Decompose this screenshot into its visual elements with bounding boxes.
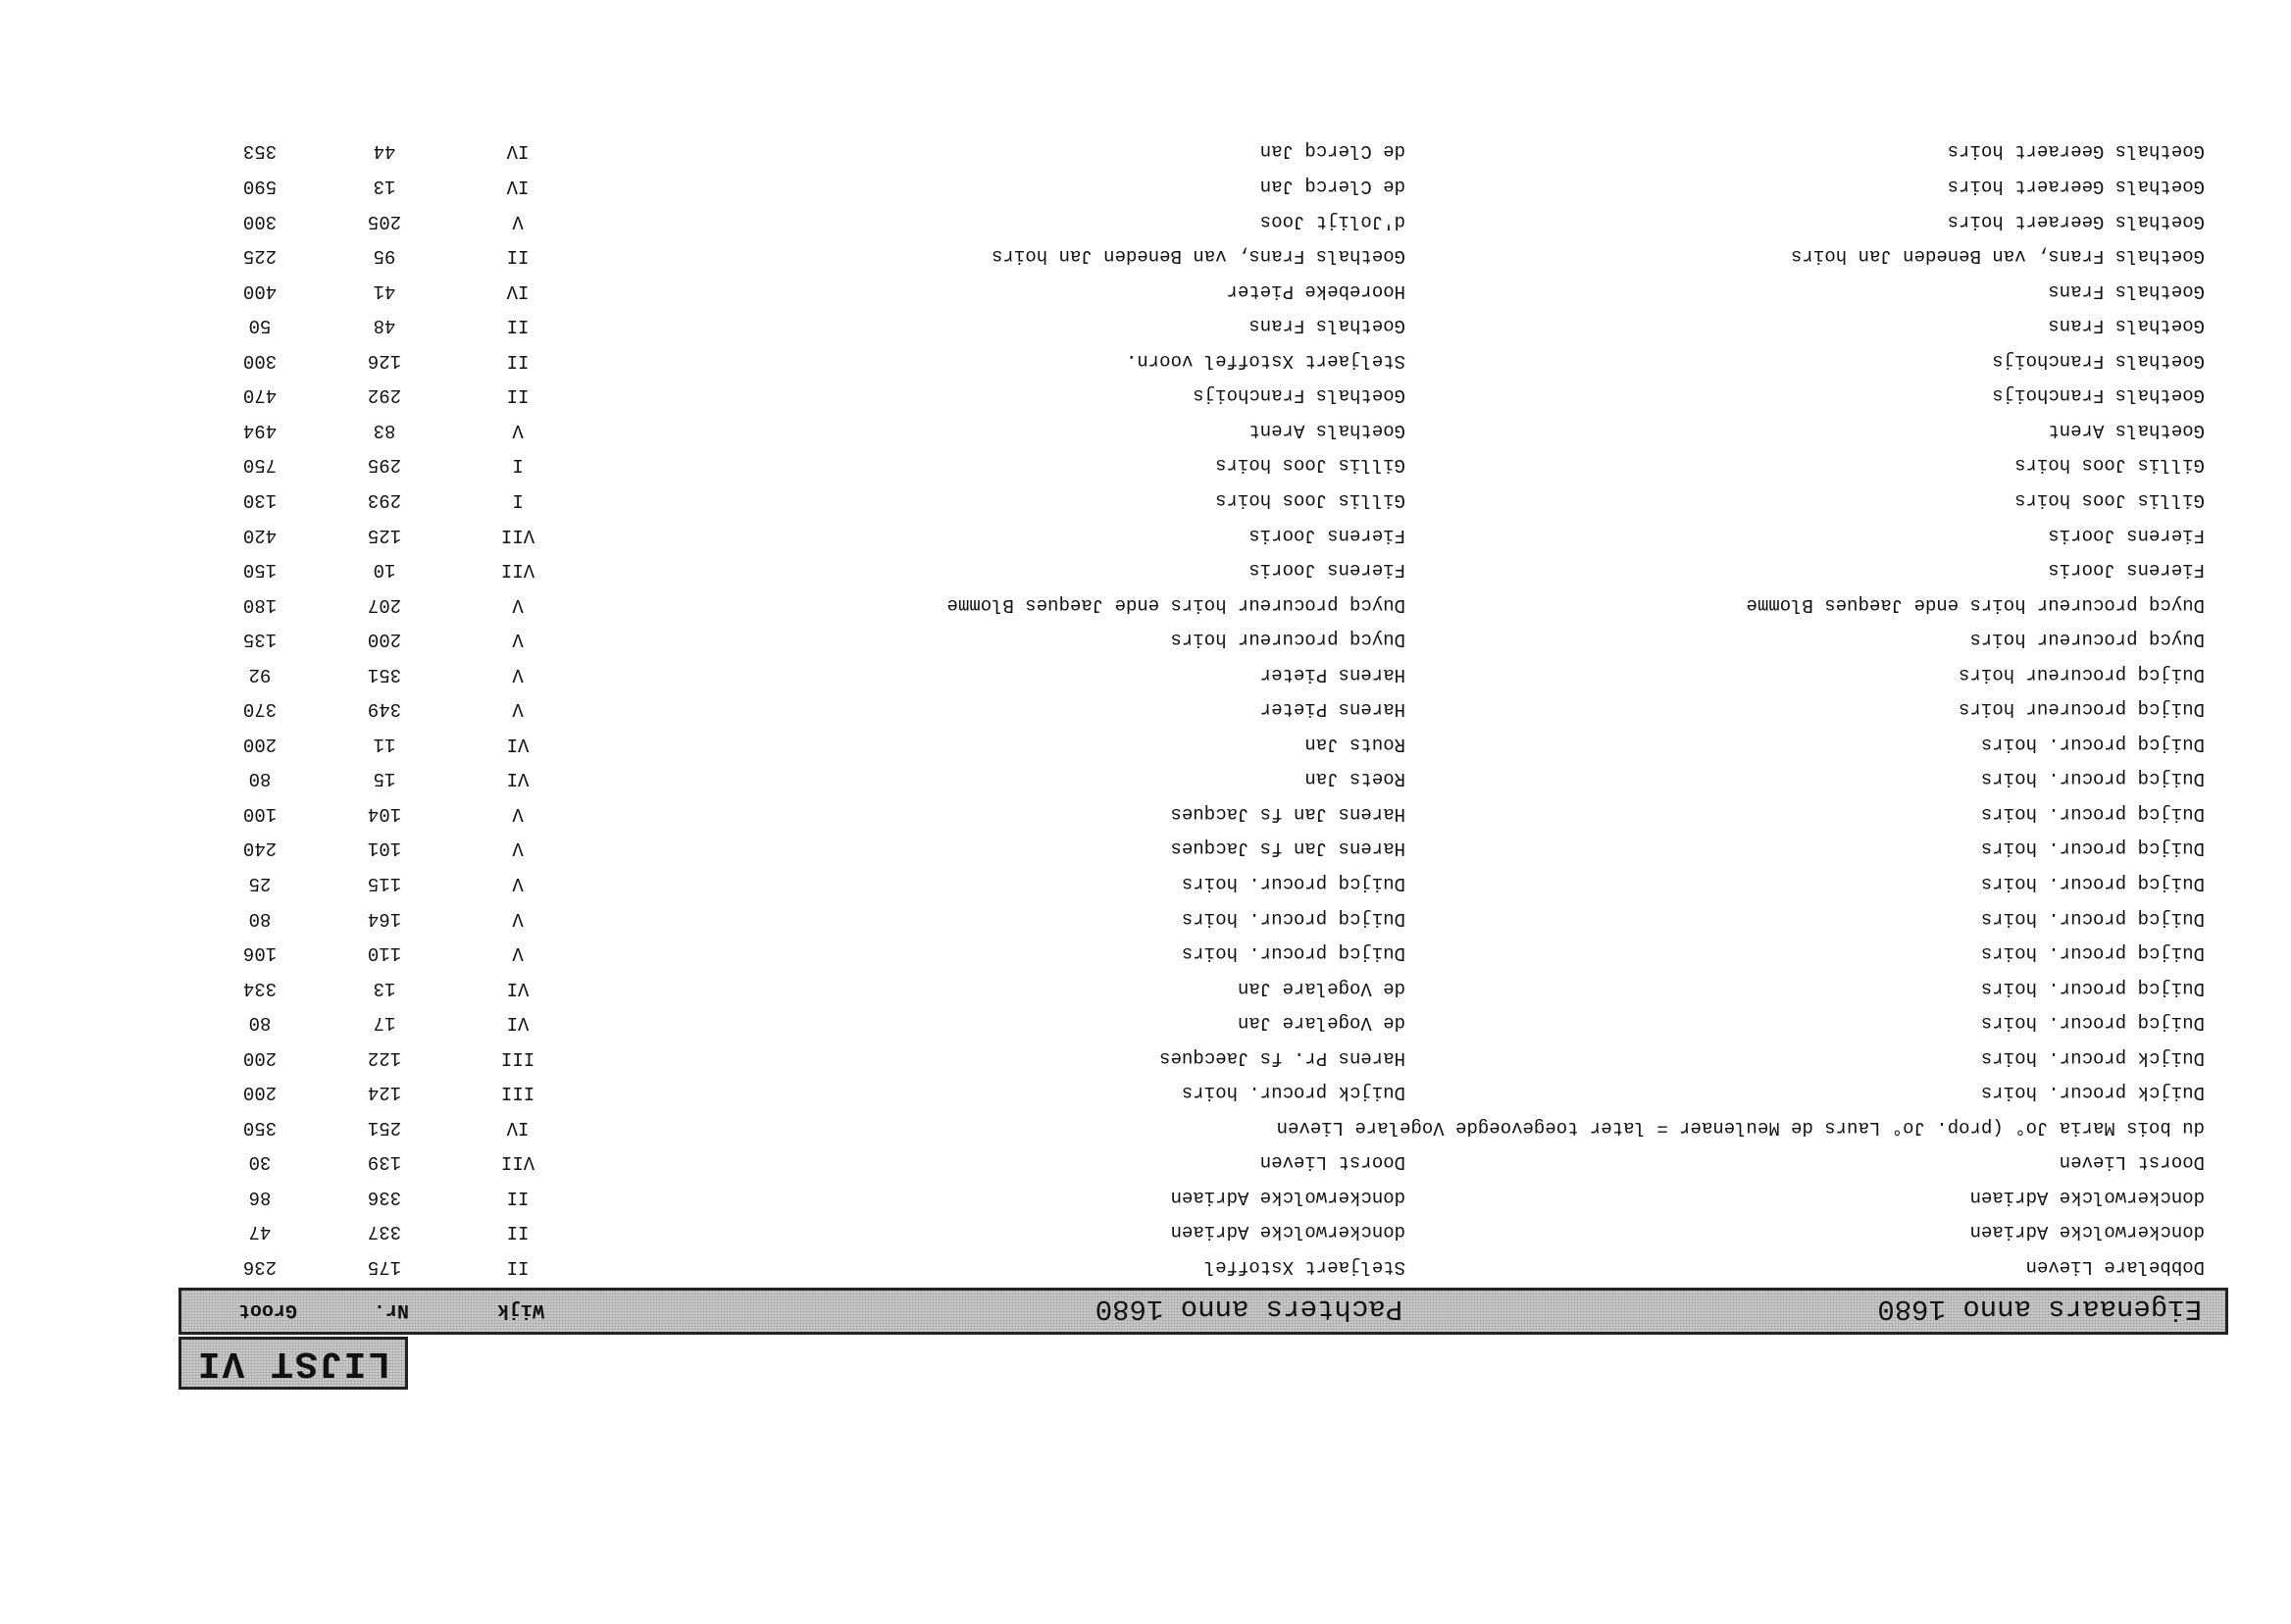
cell-wijk: II bbox=[506, 384, 530, 407]
cell-wijk: IV bbox=[506, 1116, 530, 1139]
cell-wijk: VI bbox=[506, 977, 530, 999]
table-row bbox=[178, 238, 2228, 274]
cell-groot: 80 bbox=[248, 768, 272, 790]
cell-tenant: Harens Pieter bbox=[1259, 698, 1405, 721]
cell-wijk: V bbox=[512, 210, 524, 232]
cell-nr: 207 bbox=[367, 593, 402, 616]
cell-nr: 17 bbox=[373, 1012, 396, 1035]
cell-tenant: Harens Jan fs Jacques bbox=[1170, 802, 1405, 825]
table-header bbox=[178, 1288, 2228, 1335]
cell-groot: 150 bbox=[242, 559, 278, 582]
cell-tenant: Harens Jan fs Jacques bbox=[1170, 837, 1405, 860]
header-eigenaars: Eigenaars anno 1680 bbox=[1877, 1293, 2202, 1325]
table-row bbox=[178, 203, 2228, 238]
table-row bbox=[178, 1040, 2228, 1075]
cell-groot: 25 bbox=[248, 872, 272, 894]
cell-tenant: Harens Pieter bbox=[1259, 663, 1405, 685]
cell-owner: Duijcq procureur hoirs bbox=[1959, 698, 2205, 721]
cell-groot: 300 bbox=[242, 210, 278, 232]
cell-owner: Duycq procureur hoirs bbox=[1969, 629, 2205, 651]
table-row bbox=[178, 1214, 2228, 1249]
cell-tenant: de Vogelare Jan bbox=[1237, 1012, 1405, 1035]
table-row bbox=[178, 970, 2228, 1005]
cell-owner: Gillis Joos hoirs bbox=[2014, 488, 2205, 511]
cell-groot: 92 bbox=[248, 663, 272, 685]
cell-owner: donckerwolcke Adriaen bbox=[1969, 1221, 2205, 1243]
cell-groot: 236 bbox=[242, 1256, 278, 1278]
cell-tenant: Steljaert Xstoffel voorn. bbox=[1125, 349, 1405, 372]
cell-tenant: Roets Jan bbox=[1304, 768, 1405, 790]
cell-tenant: Duycq procureur hoirs ende Jaeques Blomme bbox=[946, 593, 1405, 616]
cell-groot: 80 bbox=[248, 907, 272, 930]
cell-tenant: Goethals Frans, van Beneden Jan hoirs bbox=[992, 245, 1405, 268]
cell-groot: 240 bbox=[242, 837, 278, 860]
cell-groot: 420 bbox=[242, 524, 278, 546]
cell-nr: 15 bbox=[373, 768, 396, 790]
table-row bbox=[178, 1005, 2228, 1040]
cell-nr: 125 bbox=[367, 524, 402, 546]
cell-nr: 336 bbox=[367, 1186, 402, 1208]
table-row bbox=[178, 936, 2228, 971]
cell-nr: 292 bbox=[367, 384, 402, 407]
cell-wijk: III bbox=[500, 1082, 535, 1104]
cell-owner: Duijcq procur. hoirs bbox=[1980, 977, 2205, 999]
cell-wijk: V bbox=[512, 629, 524, 651]
cell-nr: 139 bbox=[367, 1151, 402, 1174]
cell-owner: Duijck procur. hoirs bbox=[1980, 1046, 2205, 1069]
cell-tenant: d'Jolijt Joos bbox=[1259, 210, 1405, 232]
cell-groot: 200 bbox=[242, 1046, 278, 1069]
cell-groot: 180 bbox=[242, 593, 278, 616]
cell-groot: 350 bbox=[242, 1116, 278, 1139]
cell-groot: 470 bbox=[242, 384, 278, 407]
table-row bbox=[178, 1248, 2228, 1284]
cell-groot: 225 bbox=[242, 245, 278, 268]
cell-tenant: donckerwolcke Adriaen bbox=[1170, 1221, 1405, 1243]
cell-wijk: IV bbox=[506, 279, 530, 302]
cell-groot: 300 bbox=[242, 349, 278, 372]
cell-wijk: V bbox=[512, 698, 524, 721]
table-row bbox=[178, 726, 2228, 761]
cell-wijk: V bbox=[512, 663, 524, 685]
cell-wijk: V bbox=[512, 837, 524, 860]
cell-nr: 95 bbox=[373, 245, 396, 268]
table-row bbox=[178, 169, 2228, 204]
cell-wijk: III bbox=[500, 1046, 535, 1069]
cell-nr: 13 bbox=[373, 977, 396, 999]
cell-owner: Duijcq procur. hoirs bbox=[1980, 733, 2205, 755]
cell-groot: 50 bbox=[248, 315, 272, 337]
cell-owner: Duijcq procur. hoirs bbox=[1980, 1012, 2205, 1035]
table-row bbox=[178, 831, 2228, 866]
table-row bbox=[178, 586, 2228, 622]
cell-tenant: Gillis Joos hoirs bbox=[1215, 454, 1405, 477]
cell-tenant: Hoorebeke Pieter bbox=[1226, 279, 1405, 302]
cell-nr: 115 bbox=[367, 872, 402, 894]
header-wijk: Wijk bbox=[496, 1298, 544, 1321]
cell-nr: 110 bbox=[367, 942, 402, 965]
cell-tenant: de Clercq Jan bbox=[1259, 140, 1405, 163]
cell-tenant: de Vogelare Jan bbox=[1237, 977, 1405, 999]
cell-tenant: Routs Jan bbox=[1304, 733, 1405, 755]
cell-groot: 130 bbox=[242, 488, 278, 511]
cell-groot: 86 bbox=[248, 1186, 272, 1208]
cell-wijk: VII bbox=[500, 1151, 535, 1174]
cell-nr: 83 bbox=[373, 419, 396, 441]
cell-nr: 126 bbox=[367, 349, 402, 372]
cell-wijk: V bbox=[512, 802, 524, 825]
header-pachters: Pachters anno 1680 bbox=[1095, 1293, 1402, 1325]
cell-tenant: Goethals Frans bbox=[1248, 315, 1405, 337]
cell-groot: 200 bbox=[242, 733, 278, 755]
cell-owner: Duijcq procur. hoirs bbox=[1980, 907, 2205, 930]
header-nr: Nr. bbox=[373, 1298, 409, 1321]
cell-owner: Duijcq procureur hoirs bbox=[1959, 663, 2205, 685]
table-row bbox=[178, 761, 2228, 796]
cell-owner: Duijcq procur. hoirs bbox=[1980, 768, 2205, 790]
cell-owner: Gillis Joos hoirs bbox=[2014, 454, 2205, 477]
cell-tenant: Fierens Jooris bbox=[1248, 559, 1405, 582]
cell-nr: 104 bbox=[367, 802, 402, 825]
cell-owner: Dobbelare Lieven bbox=[2025, 1256, 2205, 1278]
cell-nr: 351 bbox=[367, 663, 402, 685]
table-row bbox=[178, 412, 2228, 447]
cell-wijk: V bbox=[512, 942, 524, 965]
cell-wijk: II bbox=[506, 1221, 530, 1243]
cell-owner: Duijcq procur. hoirs bbox=[1980, 942, 2205, 965]
cell-nr: 13 bbox=[373, 176, 396, 198]
cell-wijk: II bbox=[506, 315, 530, 337]
table-row bbox=[178, 1179, 2228, 1214]
cell-groot: 353 bbox=[242, 140, 278, 163]
cell-owner: Goethals Geeraert hoirs bbox=[1947, 210, 2205, 232]
cell-owner: Goethals Frans bbox=[2048, 315, 2205, 337]
cell-groot: 200 bbox=[242, 1082, 278, 1104]
cell-groot: 47 bbox=[248, 1221, 272, 1243]
table-row bbox=[178, 656, 2228, 691]
cell-groot: 135 bbox=[242, 629, 278, 651]
list-title: LIJST VI bbox=[195, 1342, 391, 1385]
table-row bbox=[178, 342, 2228, 378]
list-title-box bbox=[178, 1337, 408, 1390]
cell-tenant: Goethals Franchoijs bbox=[1193, 384, 1405, 407]
cell-wijk: V bbox=[512, 907, 524, 930]
cell-wijk: IV bbox=[506, 140, 530, 163]
cell-owner: Goethals Geeraert hoirs bbox=[1947, 140, 2205, 163]
cell-nr: 122 bbox=[367, 1046, 402, 1069]
cell-groot: 370 bbox=[242, 698, 278, 721]
table-row bbox=[178, 447, 2228, 482]
cell-groot: 100 bbox=[242, 802, 278, 825]
cell-owner: Fierens Jooris bbox=[2048, 559, 2205, 582]
cell-wijk: V bbox=[512, 872, 524, 894]
cell-wijk: II bbox=[506, 1186, 530, 1208]
cell-nr: 164 bbox=[367, 907, 402, 930]
table-row bbox=[178, 900, 2228, 936]
cell-nr: 44 bbox=[373, 140, 396, 163]
table-row bbox=[178, 133, 2228, 169]
cell-owner: Doorst Lieven bbox=[2059, 1151, 2205, 1174]
cell-owner: Goethals Frans, van Beneden Jan hoirs bbox=[1791, 245, 2205, 268]
cell-owner: Duijck procur. hoirs bbox=[1980, 1082, 2205, 1104]
cell-wijk: I bbox=[512, 454, 524, 477]
cell-nr: 349 bbox=[367, 698, 402, 721]
cell-groot: 334 bbox=[242, 977, 278, 999]
cell-tenant: de Clercq Jan bbox=[1259, 176, 1405, 198]
cell-nr: 205 bbox=[367, 210, 402, 232]
cell-tenant: Duijcq procur. hoirs bbox=[1181, 872, 1405, 894]
cell-groot: 80 bbox=[248, 1012, 272, 1035]
cell-nr: 295 bbox=[367, 454, 402, 477]
cell-wijk: II bbox=[506, 245, 530, 268]
cell-owner: Goethals Geeraert hoirs bbox=[1947, 176, 2205, 198]
table-row bbox=[178, 517, 2228, 552]
table-row bbox=[178, 1075, 2228, 1110]
cell-nr: 11 bbox=[373, 733, 396, 755]
table-row bbox=[178, 865, 2228, 900]
cell-wijk: VI bbox=[506, 1012, 530, 1035]
cell-wijk: IV bbox=[506, 176, 530, 198]
cell-owner: Goethals Frans bbox=[2048, 279, 2205, 302]
cell-wijk: VI bbox=[506, 733, 530, 755]
cell-nr: 41 bbox=[373, 279, 396, 302]
cell-wijk: VII bbox=[500, 559, 535, 582]
cell-groot: 30 bbox=[248, 1151, 272, 1174]
cell-tenant: Duijck procur. hoirs bbox=[1181, 1082, 1405, 1104]
cell-tenant: Harens Pr. fs Jaecques bbox=[1159, 1046, 1405, 1069]
table-row bbox=[178, 308, 2228, 343]
cell-tenant: Goethals Arent bbox=[1248, 419, 1405, 441]
cell-tenant: donckerwolcke Adriaen bbox=[1170, 1186, 1405, 1208]
cell-groot: 494 bbox=[242, 419, 278, 441]
cell-tenant: Duijcq procur. hoirs bbox=[1181, 907, 1405, 930]
cell-nr: 251 bbox=[367, 1116, 402, 1139]
cell-nr: 200 bbox=[367, 629, 402, 651]
cell-groot: 106 bbox=[242, 942, 278, 965]
cell-nr: 10 bbox=[373, 559, 396, 582]
cell-nr: 175 bbox=[367, 1256, 402, 1278]
cell-wijk: VII bbox=[500, 524, 535, 546]
cell-nr: 337 bbox=[367, 1221, 402, 1243]
cell-tenant: Duijcq procur. hoirs bbox=[1181, 942, 1405, 965]
table-row bbox=[178, 691, 2228, 727]
cell-nr: 48 bbox=[373, 315, 396, 337]
cell-nr: 124 bbox=[367, 1082, 402, 1104]
cell-wijk: VI bbox=[506, 768, 530, 790]
cell-owner: Goethals Arent bbox=[2048, 419, 2205, 441]
cell-tenant: Doorst Lieven bbox=[1259, 1151, 1405, 1174]
cell-groot: 400 bbox=[242, 279, 278, 302]
cell-tenant: Gillis Joos hoirs bbox=[1215, 488, 1405, 511]
cell-nr: 293 bbox=[367, 488, 402, 511]
table-row bbox=[178, 552, 2228, 587]
table-row bbox=[178, 795, 2228, 831]
cell-tenant: Duycq procureur hoirs bbox=[1170, 629, 1405, 651]
cell-groot: 750 bbox=[242, 454, 278, 477]
cell-owner: Duycq procureur hoirs ende Jaeques Blomme bbox=[1746, 593, 2205, 616]
table-row bbox=[178, 273, 2228, 308]
table-row bbox=[178, 482, 2228, 517]
table-row bbox=[178, 622, 2228, 657]
cell-owner: Goethals Franchoijs bbox=[1992, 384, 2205, 407]
table-row bbox=[178, 1109, 2228, 1144]
cell-owner-tenant-span: du bois Maria Jo° (prop. Jo° Laurs de Meulenaer = later toegevoegde Vogelare Lieven bbox=[1276, 1116, 2205, 1139]
header-groot: Groot bbox=[237, 1298, 297, 1321]
cell-owner: Duijcq procur. hoirs bbox=[1980, 837, 2205, 860]
cell-owner: Duijcq procur. hoirs bbox=[1980, 802, 2205, 825]
cell-owner: Fierens Jooris bbox=[2048, 524, 2205, 546]
table-body bbox=[178, 133, 2228, 1284]
cell-owner: Duijcq procur. hoirs bbox=[1980, 872, 2205, 894]
table-row bbox=[178, 378, 2228, 413]
cell-wijk: V bbox=[512, 593, 524, 616]
cell-wijk: I bbox=[512, 488, 524, 511]
cell-nr: 101 bbox=[367, 837, 402, 860]
cell-wijk: II bbox=[506, 1256, 530, 1278]
cell-owner: Goethals Franchoijs bbox=[1992, 349, 2205, 372]
cell-groot: 590 bbox=[242, 176, 278, 198]
cell-wijk: V bbox=[512, 419, 524, 441]
table-row bbox=[178, 1144, 2228, 1180]
cell-tenant: Steljaert Xstoffel bbox=[1203, 1256, 1405, 1278]
cell-wijk: II bbox=[506, 349, 530, 372]
cell-owner: donckerwolcke Adriaen bbox=[1969, 1186, 2205, 1208]
cell-tenant: Fierens Jooris bbox=[1248, 524, 1405, 546]
